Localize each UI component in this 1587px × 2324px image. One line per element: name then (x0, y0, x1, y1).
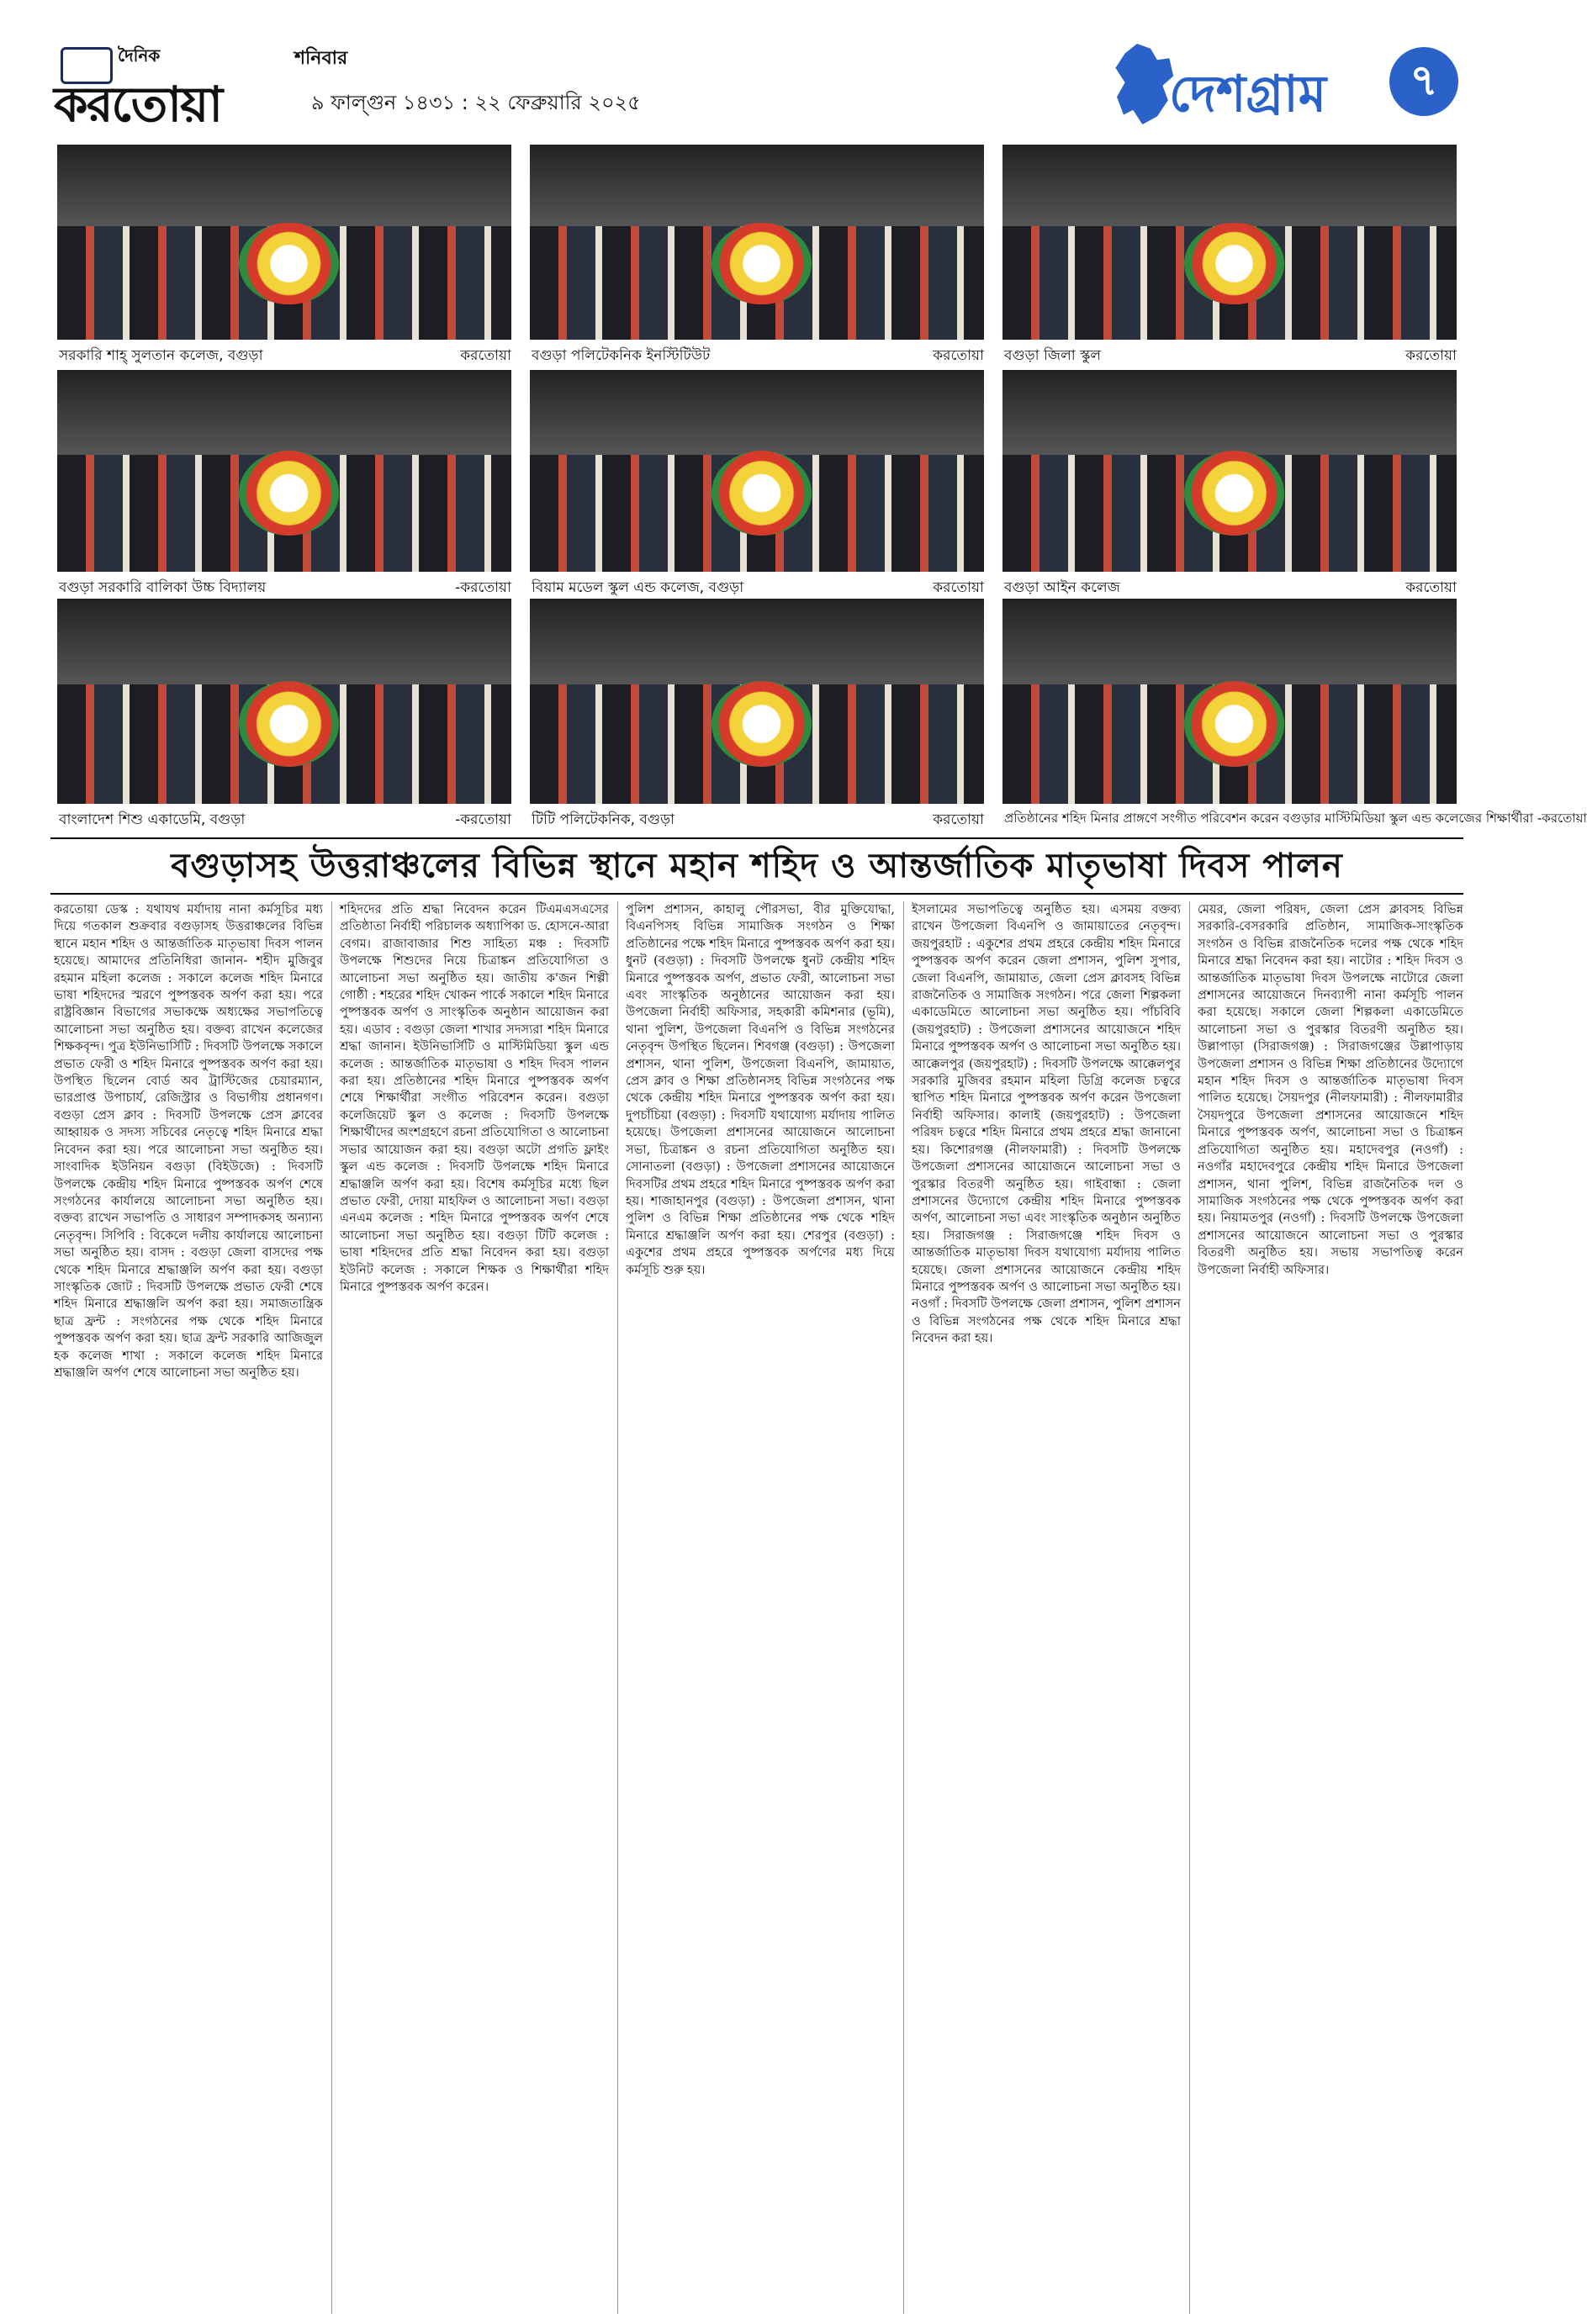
photo-caption: বিয়াম মডেল স্কুল এন্ড কলেজ, বগুড়া (532, 579, 744, 596)
masthead (50, 40, 1463, 133)
photo-8 (530, 599, 984, 804)
section-title: দেশগ্রাম (1169, 65, 1327, 124)
photo-4 (57, 370, 511, 572)
article-column-2 (340, 901, 609, 2314)
column-divider (617, 901, 618, 2314)
photo-credit: করতোয়া (1405, 579, 1457, 596)
photo-credit: -করতোয়া (455, 811, 511, 828)
photo-credit: করতোয়া (933, 811, 984, 828)
headline: বগুড়াসহ উত্তরাঞ্চলের বিভিন্ন স্থানে মহান শহিদ ও আন্তর্জাতিক মাতৃভাষা দিবস পালন (50, 837, 1463, 895)
photo-credit: করতোয়া (933, 579, 984, 596)
photo-5 (530, 370, 984, 572)
photo-3 (1002, 145, 1457, 340)
section-header (1110, 40, 1463, 124)
photo-caption: টিটি পলিটেকনিক, বগুড়া (532, 811, 675, 828)
photo-caption: বাংলাদেশ শিশু একাডেমি, বগুড়া (59, 811, 246, 828)
photo-caption: বগুড়া সরকারি বালিকা উচ্চ বিদ্যালয় (59, 579, 267, 596)
photo-caption: সরকারি শাহ্ সুলতান কলেজ, বগুড়া (59, 347, 263, 364)
newspaper-logo (50, 40, 222, 133)
column-divider (1189, 901, 1190, 2314)
photo-6 (1002, 370, 1457, 572)
photo-caption: বগুড়া আইন কলেজ (1004, 579, 1120, 596)
article-column-4 (912, 901, 1181, 2314)
column-text: ইসলামের সভাপতিত্বে অনুষ্ঠিত হয়। এসময় বক্তব্য রাখেন উপজেলা বিএনপি ও জামায়াতের নেতৃবৃন্দ। জয়পুরহাট : একুশের প্রথম প্রহরে কেন্দ্রীয় শহিদ মিনারে পুষ্পস্তবক অর্পণ করেন জেলা প্রশাসন, পুলিশ সুপার, জেলা বিএনপি, জামায়াত, জেলা প্রেস ক্লাবসহ বিভিন্ন রাজনৈতিক ও সামাজিক সংগঠন। পরে জেলা শিল্পকলা একাডেমিতে আলোচনা সভা অনুষ্ঠিত হয়। পাঁচবিবি (জয়পুরহাট) : উপজেলা প্রশাসনের আয়োজনে শহিদ মিনারে পুষ্পস্তবক অর্পণ ও আলোচনা সভা অনুষ্ঠিত হয়। আক্কেলপুর (জয়পুরহাট) : দিবসটি উপলক্ষে আক্কেলপুর সরকারি মুজিবর রহমান মহিলা ডিগ্রি কলেজ চত্বরে স্থাপিত শহিদ মিনারে পুষ্পস্তবক অর্পণ করেন উপজেলা নির্বাহী অফিসার। কালাই (জয়পুরহাট) : উপজেলা পরিষদ চত্বরে শহিদ মিনারে প্রথম প্রহরে শ্রদ্ধা জানানো হয়। কিশোরগঞ্জ (নীলফামারী) : দিবসটি উপলক্ষে উপজেলা প্রশাসনের আয়োজনে আলোচনা সভা ও পুরস্কার বিতরণী অনুষ্ঠিত হয়। গাইবান্ধা : জেলা প্রশাসনের উদ্যোগে কেন্দ্রীয় শহিদ মিনারে পুষ্পস্তবক অর্পণ, আলোচনা সভা এবং সাংস্কৃতিক অনুষ্ঠান অনুষ্ঠিত হয়। সিরাজগঞ্জ : সিরাজগঞ্জে শহিদ দিবস ও আন্তর্জাতিক মাতৃভাষা দিবস যথাযোগ্য মর্যাদায় পালিত হয়েছে। জেলা প্রশাসনের আয়োজনে কেন্দ্রীয় শহিদ মিনারে পুষ্পস্তবক অর্পণ ও আলোচনা সভা অনুষ্ঠিত হয়। নওগাঁ : দিবসটি উপলক্ষে জেলা প্রশাসন, পুলিশ প্রশাসন ও বিভিন্ন সংগঠনের পক্ষ থেকে শহিদ মিনারে শ্রদ্ধা নিবেদন করা হয়। (912, 902, 1181, 1346)
photo-caption: বগুড়া পলিটেকনিক ইনস্টিটিউট (532, 347, 711, 364)
logo-small-text: দৈনিক (118, 45, 161, 66)
bangladesh-map-icon (1110, 44, 1177, 124)
photo-1 (57, 145, 511, 340)
publication-date: ৯ ফাল্গুন ১৪৩১ : ২২ ফেব্রুয়ারি ২০২৫ (311, 91, 641, 114)
photo-9 (1002, 599, 1457, 804)
article-column-5 (1198, 901, 1463, 2314)
photo-caption: বগুড়া জিলা স্কুল (1004, 347, 1101, 364)
article-column-1 (54, 901, 323, 2314)
column-text: শহিদদের প্রতি শ্রদ্ধা নিবেদন করেন টিএমএসএসের প্রতিষ্ঠাতা নির্বাহী পরিচালক অধ্যাপিকা ড. হোসনে-আরা বেগম। রাজাবাজার শিশু সাহিত্য মঞ্চ : দিবসটি উপলক্ষে শিশুদের নিয়ে চিত্রাঙ্কন প্রতিযোগিতা ও আলোচনা সভা অনুষ্ঠিত হয়। জাতীয় ক'জন শিল্পী গোষ্ঠী : শহরের শহিদ খোকন পার্কে সকালে শহিদ মিনারে পুষ্পস্তবক অর্পণ ও সাংস্কৃতিক অনুষ্ঠান আয়োজন করা হয়। এডাব : বগুড়া জেলা শাখার সদস্যরা শহিদ মিনারে শ্রদ্ধা জানান। ইউনিভার্সিটি ও মাস্টিমিডিয়া স্কুল এন্ড কলেজ : আন্তর্জাতিক মাতৃভাষা ও শহিদ দিবস পালন করা হয়। প্রতিষ্ঠানের শহিদ মিনারে পুষ্পস্তবক অর্পণ শেষে শিক্ষার্থীরা সংগীত পরিবেশন করেন। বগুড়া কলেজিয়েট স্কুল ও কলেজ : দিবসটি উপলক্ষে শিক্ষার্থীদের অংশগ্রহণে রচনা প্রতিযোগিতা ও আলোচনা সভার আয়োজন করা হয়। বগুড়া অটো প্রগতি ফ্লাইং স্কুল এন্ড কলেজ : দিবসটি উপলক্ষে শহিদ মিনারে শ্রদ্ধাঞ্জলি অর্পণ করা হয়। বিশেষ কর্মসূচির মধ্যে ছিল প্রভাত ফেরী, দোয়া মাহফিল ও আলোচনা সভা। বগুড়া এনএম কলেজ : শহিদ মিনারে পুষ্পস্তবক অর্পণ শেষে আলোচনা সভা অনুষ্ঠিত হয়। বগুড়া টিটি কলেজ : ভাষা শহিদদের প্রতি শ্রদ্ধা নিবেদন করা হয়। বগুড়া ইউনিট কলেজ : সকালে শিক্ষক ও শিক্ষার্থীরা শহিদ মিনারে পুষ্পস্তবক অর্পণ করেন। (340, 902, 609, 1294)
logo-main-text: করতোয়া (54, 76, 222, 133)
photo-2 (530, 145, 984, 340)
photo-credit: করতোয়া (933, 347, 984, 364)
column-divider (331, 901, 332, 2314)
photo-credit: করতোয়া (1405, 347, 1457, 364)
photo-caption: প্রতিষ্ঠানের শহিদ মিনার প্রাঙ্গণে সংগীত পরিবেশন করেন বগুড়ার মাস্টিমিডিয়া স্কুল এন্ড কলেজের শিক্ষার্থীরা -করতোয়া (1004, 811, 1587, 826)
photo-credit: করতোয়া (460, 347, 511, 364)
column-text: মেয়র, জেলা পরিষদ, জেলা প্রেস ক্লাবসহ বিভিন্ন সরকারি-বেসরকারি প্রতিষ্ঠান, সামাজিক-সাংস্কৃতিক সংগঠন ও বিভিন্ন রাজনৈতিক দলের পক্ষ থেকে শহিদ মিনারে শ্রদ্ধা নিবেদন করা হয়। নাটোর : শহিদ দিবস ও আন্তর্জাতিক মাতৃভাষা দিবস উপলক্ষে নাটোরে জেলা প্রশাসনের আয়োজনে দিনব্যাপী নানা কর্মসূচি পালন করা হয়েছে। সকালে জেলা শিল্পকলা একাডেমিতে আলোচনা সভা ও পুরস্কার বিতরণী অনুষ্ঠিত হয়। উল্লাপাড়া (সিরাজগঞ্জ) : সিরাজগঞ্জের উল্লাপাড়ায় উপজেলা প্রশাসন ও বিভিন্ন শিক্ষা প্রতিষ্ঠানের উদ্যোগে মহান শহিদ দিবস ও আন্তর্জাতিক মাতৃভাষা দিবস পালিত হয়েছে। সৈয়দপুর (নীলফামারী) : নীলফামারীর সৈয়দপুরে উপজেলা প্রশাসনের আয়োজনে শহিদ মিনারে পুষ্পস্তবক অর্পণ, আলোচনা সভা ও চিত্রাঙ্কন প্রতিযোগিতা অনুষ্ঠিত হয়। মহাদেবপুর (নওগাঁ) : নওগাঁর মহাদেবপুরে কেন্দ্রীয় শহিদ মিনারে উপজেলা প্রশাসন, থানা পুলিশ, বিভিন্ন রাজনৈতিক দল ও সামাজিক সংগঠনের পক্ষ থেকে পুষ্পস্তবক অর্পণ করা হয়। নিয়ামতপুর (নওগাঁ) : দিবসটি উপলক্ষে উপজেলা প্রশাসনের আয়োজনে আলোচনা সভা ও পুরস্কার বিতরণী অনুষ্ঠিত হয়। সভায় সভাপতিত্ব করেন উপজেলা নির্বাহী অফিসার। (1198, 902, 1463, 1277)
publication-day: শনিবার (294, 48, 348, 69)
column-text: পুলিশ প্রশাসন, কাহালু পৌরসভা, বীর মুক্তিযোদ্ধা, বিএনপিসহ বিভিন্ন সামাজিক সংগঠন ও শিক্ষা প্রতিষ্ঠানের পক্ষে শহিদ মিনারে পুষ্পস্তবক অর্পণ করা হয়। ধুনট (বগুড়া) : দিবসটি উপলক্ষে ধুনট কেন্দ্রীয় শহিদ মিনারে পুষ্পস্তবক অর্পণ, প্রভাত ফেরী, আলোচনা সভা এবং সাংস্কৃতিক অনুষ্ঠানের আয়োজন করা হয়। উপজেলা নির্বাহী অফিসার, সহকারী কমিশনার (ভূমি), থানা পুলিশ, উপজেলা বিএনপি ও বিভিন্ন সংগঠনের নেতৃবৃন্দ উপস্থিত ছিলেন। শিবগঞ্জ (বগুড়া) : উপজেলা প্রশাসন, থানা পুলিশ, উপজেলা বিএনপি, জামায়াত, প্রেস ক্লাব ও শিক্ষা প্রতিষ্ঠানসহ বিভিন্ন সংগঠনের পক্ষ থেকে কেন্দ্রীয় শহিদ মিনারে পুষ্পস্তবক অর্পণ করা হয়। দুপচাঁচিয়া (বগুড়া) : দিবসটি যথাযোগ্য মর্যাদায় পালিত হয়েছে। উপজেলা প্রশাসনের আয়োজনে আলোচনা সভা, চিত্রাঙ্কন ও রচনা প্রতিযোগিতা অনুষ্ঠিত হয়। সোনাতলা (বগুড়া) : উপজেলা প্রশাসনের আয়োজনে দিবসটির প্রথম প্রহরে শহিদ মিনারে পুষ্পস্তবক অর্পণ করা হয়। শাজাহানপুর (বগুড়া) : উপজেলা প্রশাসন, থানা পুলিশ ও বিভিন্ন শিক্ষা প্রতিষ্ঠানের পক্ষ থেকে শহিদ মিনারে শ্রদ্ধাঞ্জলি অর্পণ করা হয়। শেরপুর (বগুড়া) : একুশের প্রথম প্রহরে পুষ্পস্তবক অর্পণের মধ্য দিয়ে কর্মসূচি শুরু হয়। (626, 902, 895, 1277)
page-number: ৭ (1389, 47, 1458, 116)
photo-7 (57, 599, 511, 804)
photo-credit: -করতোয়া (455, 579, 511, 596)
article-column-3 (626, 901, 895, 2314)
column-text: করতোয়া ডেস্ক : যথাযথ মর্যাদায় নানা কর্মসূচির মধ্য দিয়ে গতকাল শুক্রবার বগুড়াসহ উত্তরাঞ্চলের বিভিন্ন স্থানে মহান শহিদ ও আন্তর্জাতিক মাতৃভাষা দিবস পালন হয়েছে। আমাদের প্রতিনিধিরা জানান- শহীদ মুজিবুর রহমান মহিলা কলেজ : সকালে কলেজ শহিদ মিনারে ভাষা শহিদদের স্মরণে পুষ্পস্তবক অর্পণ করা হয়। পরে রাষ্ট্রবিজ্ঞান বিভাগের সভাকক্ষে অধ্যক্ষের সভাপতিত্বে আলোচনা সভা অনুষ্ঠিত হয়। বক্তব্য রাখেন কলেজের শিক্ষকবৃন্দ। পুত্র ইউনিভার্সিটি : দিবসটি উপলক্ষে সকালে প্রভাত ফেরী ও শহিদ মিনারে পুষ্পস্তবক অর্পণ করা হয়। উপস্থিত ছিলেন বোর্ড অব ট্রাস্টিজের চেয়ারম্যান, ভারপ্রাপ্ত উপাচার্য, রেজিস্ট্রার ও বিভাগীয় প্রধানগণ। বগুড়া প্রেস ক্লাব : দিবসটি উপলক্ষে প্রেস ক্লাবের আহ্বায়ক ও সদস্য সচিবের নেতৃত্বে শহিদ মিনারে শ্রদ্ধা নিবেদন করা হয়। পরে আলোচনা সভা অনুষ্ঠিত হয়। সাংবাদিক ইউনিয়ন বগুড়া (বিইউজে) : দিবসটি উপলক্ষে কেন্দ্রীয় শহিদ মিনারে পুষ্পস্তবক অর্পণ শেষে সংগঠনের কার্যালয়ে আলোচনা সভা অনুষ্ঠিত হয়। বক্তব্য রাখেন সভাপতি ও সাধারণ সম্পাদকসহ অন্যান্য নেতৃবৃন্দ। সিপিবি : বিকেলে দলীয় কার্যালয়ে আলোচনা সভা অনুষ্ঠিত হয়। বাসদ : বগুড়া জেলা বাসদের পক্ষ থেকে শহিদ মিনারে শ্রদ্ধাঞ্জলি অর্পণ করা হয়। বগুড়া সাংস্কৃতিক জোট : দিবসটি উপলক্ষে প্রভাত ফেরী শেষে শহিদ মিনারে শ্রদ্ধাঞ্জলি অর্পণ করা হয়। সমাজতান্ত্রিক ছাত্র ফ্রন্ট : সংগঠনের পক্ষ থেকে শহিদ মিনারে পুষ্পস্তবক অর্পণ করা হয়। ছাত্র ফ্রন্ট সরকারি আজিজুল হক কলেজ শাখা : সকালে কলেজ শহিদ মিনারে শ্রদ্ধাঞ্জলি অর্পণ শেষে আলোচনা সভা অনুষ্ঠিত হয়। (54, 902, 323, 1380)
column-divider (903, 901, 904, 2314)
